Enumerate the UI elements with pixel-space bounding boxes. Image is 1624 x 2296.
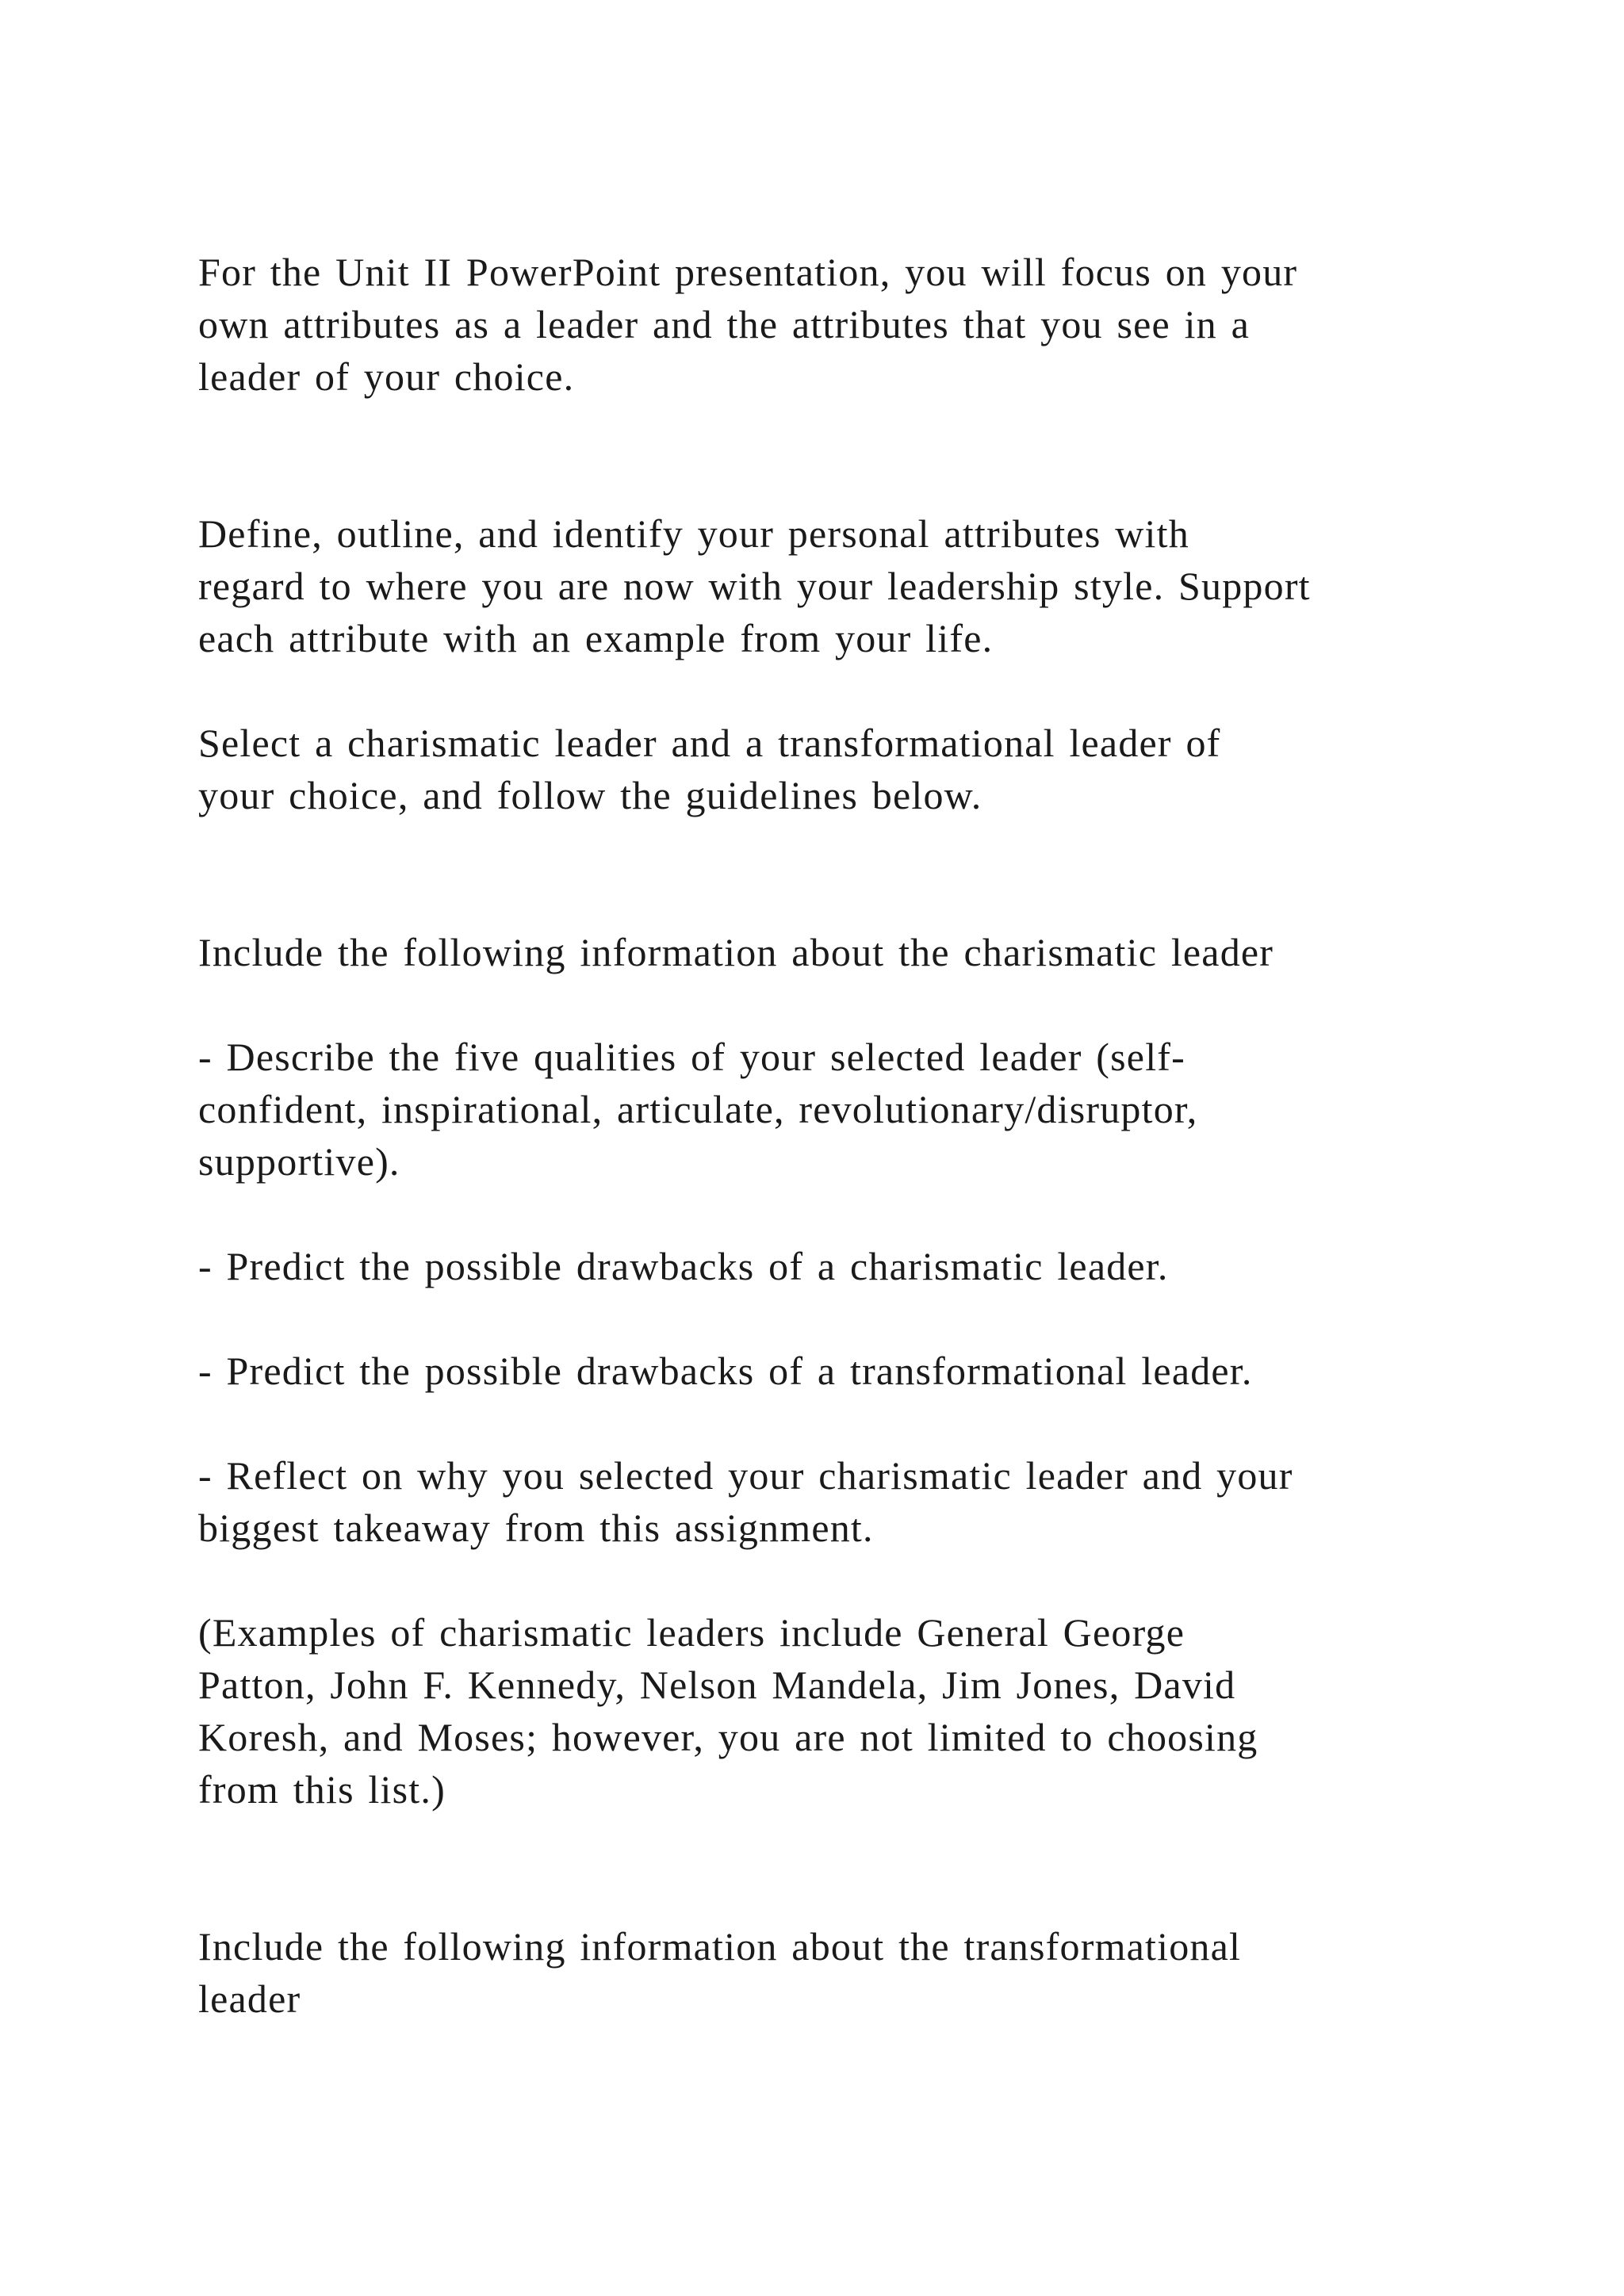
paragraph-spacer — [198, 1188, 1499, 1240]
paragraph-spacer — [198, 1397, 1499, 1449]
examples-paragraph: (Examples of charismatic leaders include General George Patton, John F. Kennedy, Nelson Mandela, Jim Jones, David Koresh, and Moses; however, you are not limited to choosing from this list.) — [198, 1610, 1258, 1812]
describe-item: - Describe the five qualities of your selected leader (self- confident, inspirational, articulate, revolutionary/disruptor, supportive). — [198, 1035, 1198, 1184]
intro-paragraph: For the Unit II PowerPoint presentation, you will focus on your own attributes as a leader and the attributes that you see in a leader of your choice. — [198, 250, 1298, 399]
reflect-item: - Reflect on why you selected your charismatic leader and your biggest takeaway from this assignment. — [198, 1453, 1293, 1550]
select-paragraph: Select a charismatic leader and a transformational leader of your choice, and follow the guidelines below. — [198, 721, 1221, 817]
paragraph-spacer — [198, 1816, 1499, 1920]
charismatic-heading: Include the following information about the charismatic leader — [198, 930, 1274, 974]
transformational-heading: Include the following information about the transformational leader — [198, 1924, 1242, 2021]
paragraph-spacer — [198, 403, 1499, 507]
paragraph-spacer — [198, 1292, 1499, 1345]
define-paragraph: Define, outline, and identify your personal attributes with regard to where you are now with your leadership style. Support each attribute with an example from your life. — [198, 511, 1311, 660]
paragraph-spacer — [198, 821, 1499, 926]
drawbacks-transformational-item: - Predict the possible drawbacks of a transformational leader. — [198, 1349, 1253, 1393]
document-body — [198, 246, 1499, 2025]
paragraph-spacer — [198, 1554, 1499, 1606]
drawbacks-charismatic-item: - Predict the possible drawbacks of a charismatic leader. — [198, 1244, 1169, 1288]
paragraph-spacer — [198, 978, 1499, 1031]
paragraph-spacer — [198, 664, 1499, 717]
